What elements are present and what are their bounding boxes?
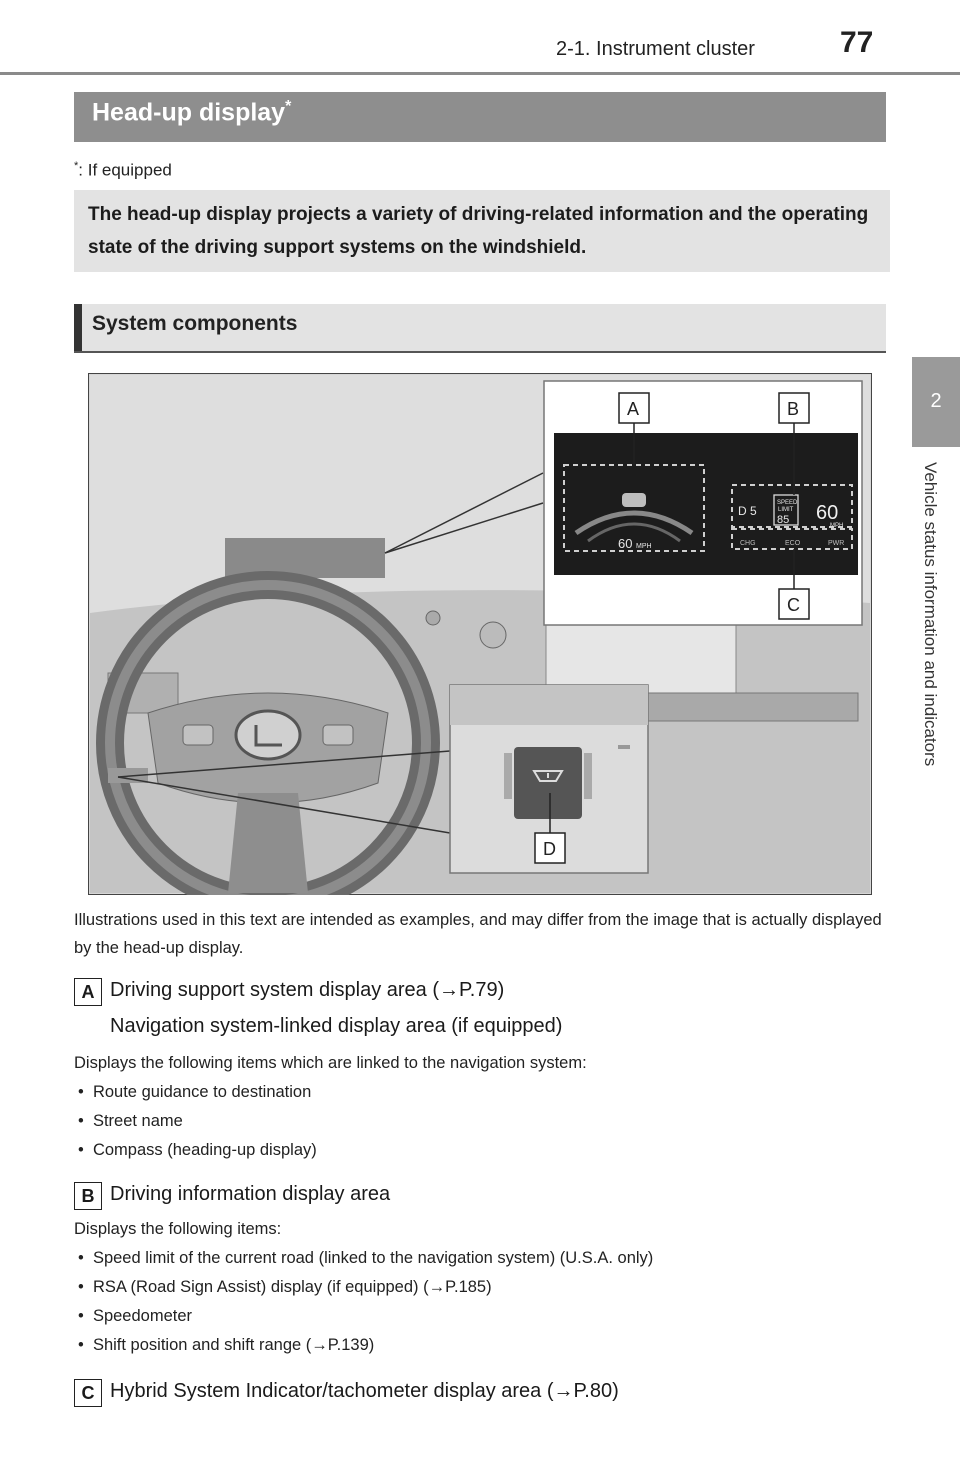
- intro-text: The head-up display projects a variety of driving-related information and the operating state of the driving support systems on the windshield.: [88, 204, 869, 258]
- item-a-bullet-text: Compass (heading-up display): [92, 1141, 317, 1159]
- item-b-bullet-text: Speedometer: [92, 1307, 193, 1325]
- callout-d: D: [543, 839, 556, 859]
- hud-bottom-label-1: CHG: [740, 540, 756, 547]
- chapter-side-label: Vehicle status information and indicators: [921, 462, 940, 767]
- item-a-title: Driving support system display area (→P.79): [110, 979, 505, 1001]
- hud-speed-left: 60: [618, 536, 633, 551]
- callout-a: A: [627, 399, 640, 419]
- item-a-title-2: Navigation system-linked display area (if equipped): [110, 1015, 563, 1037]
- chapter-tab-number: 2: [930, 390, 942, 412]
- item-b-bullet: • RSA (Road Sign Assist) display (if equipped) (→P.185): [78, 1278, 492, 1296]
- item-a-badge: A: [74, 978, 102, 1006]
- hud-gear: D 5: [738, 504, 757, 518]
- item-b-bullet: • Speedometer: [78, 1307, 193, 1325]
- item-c-badge: C: [74, 1379, 102, 1407]
- item-b-bullet-text: RSA (Road Sign Assist) display (if equipped) (→P.185): [92, 1278, 492, 1296]
- page-number: 77: [840, 26, 874, 59]
- item-b-bullet: • Shift position and shift range (→P.139): [78, 1336, 375, 1354]
- hud-speed-right: 60: [816, 502, 839, 524]
- item-b-badge: B: [74, 1182, 102, 1210]
- hud-speed-right-unit: MPH: [830, 523, 844, 529]
- hud-limit-label-2: LIMIT: [778, 507, 794, 513]
- hud-speed-left-unit: MPH: [636, 543, 652, 550]
- item-a-bullet-text: Route guidance to destination: [92, 1083, 312, 1101]
- item-a-bullet: • Route guidance to destination: [78, 1083, 312, 1101]
- chapter-title: 2-1. Instrument cluster: [556, 38, 755, 60]
- item-a-bullet-text: Street name: [92, 1112, 183, 1130]
- item-a-bullet: • Street name: [78, 1112, 183, 1130]
- item-c-title: Hybrid System Indicator/tachometer display area (→P.80): [110, 1380, 619, 1402]
- hud-bottom-label-3: PWR: [828, 540, 845, 547]
- callout-b: B: [787, 399, 800, 419]
- item-a-bullet: • Compass (heading-up display): [78, 1141, 317, 1159]
- hud-bottom-label-2: ECO: [785, 540, 801, 547]
- item-b-bullet: • Speed limit of the current road (linked to the navigation system) (U.S.A. only): [78, 1249, 654, 1267]
- item-b-bullet-text: Speed limit of the current road (linked to the navigation system) (U.S.A. only): [92, 1249, 654, 1267]
- callout-c: C: [787, 595, 800, 615]
- footnote-text: : If equipped: [78, 160, 172, 180]
- header-rule: [0, 72, 960, 75]
- illustration-caption: Illustrations used in this text are intended as examples, and may differ from the image that is actually displayed by the head-up display.: [74, 911, 882, 957]
- subheading-accent: [74, 304, 82, 352]
- section-title: [92, 98, 291, 127]
- item-b-desc: Displays the following items:: [74, 1220, 282, 1238]
- subheading-text: System components: [92, 312, 298, 335]
- footnote: [74, 160, 172, 181]
- item-b-bullet-text: Shift position and shift range (→P.139): [92, 1336, 375, 1354]
- hud-limit-value: 85: [777, 514, 790, 526]
- footnote-asterisk: *: [74, 160, 79, 172]
- item-a-desc: Displays the following items which are linked to the navigation system:: [74, 1054, 587, 1072]
- hud-limit-label-1: SPEED: [777, 500, 798, 506]
- dashboard-illustration: [88, 373, 872, 895]
- item-b-title: Driving information display area: [110, 1183, 391, 1205]
- section-title-text: Head-up display: [92, 98, 286, 127]
- subheading-rule: [74, 351, 886, 353]
- title-asterisk: *: [285, 98, 292, 115]
